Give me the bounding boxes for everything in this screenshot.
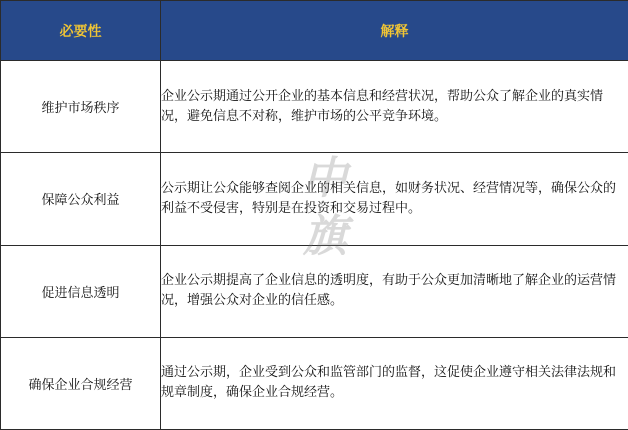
table-row: [1, 153, 628, 245]
table-row: [1, 245, 628, 337]
header-explanation: 解释: [161, 1, 628, 61]
row-label: 维护市场秩序: [1, 61, 161, 153]
watermark-char-1: 中: [303, 153, 347, 204]
row-explanation: 企业公示期提高了企业信息的透明度，有助于公众更加清晰地了解企业的运营情况，增强公众对企业的信任感。: [161, 245, 628, 337]
table-row: [1, 337, 628, 429]
table-header-row: [1, 1, 628, 61]
row-explanation: 通过公示期，企业受到公众和监管部门的监督，这促使企业遵守相关法律法规和规章制度，确保企业合规经营。: [161, 337, 628, 429]
header-necessity: 必要性: [1, 1, 161, 61]
watermark-char-2: 旗: [303, 211, 347, 262]
row-explanation: 公示期让公众能够查阅企业的相关信息，如财务状况、经营情况等，确保公众的利益不受侵害，特别是在投资和交易过程中。: [161, 153, 628, 245]
table-row: [1, 61, 628, 153]
row-label: 确保企业合规经营: [1, 337, 161, 429]
row-explanation: 企业公示期通过公开企业的基本信息和经营状况，帮助公众了解企业的真实情况，避免信息不对称，维护市场的公平竞争环境。: [161, 61, 628, 153]
row-label: 促进信息透明: [1, 245, 161, 337]
row-label: 保障公众利益: [1, 153, 161, 245]
